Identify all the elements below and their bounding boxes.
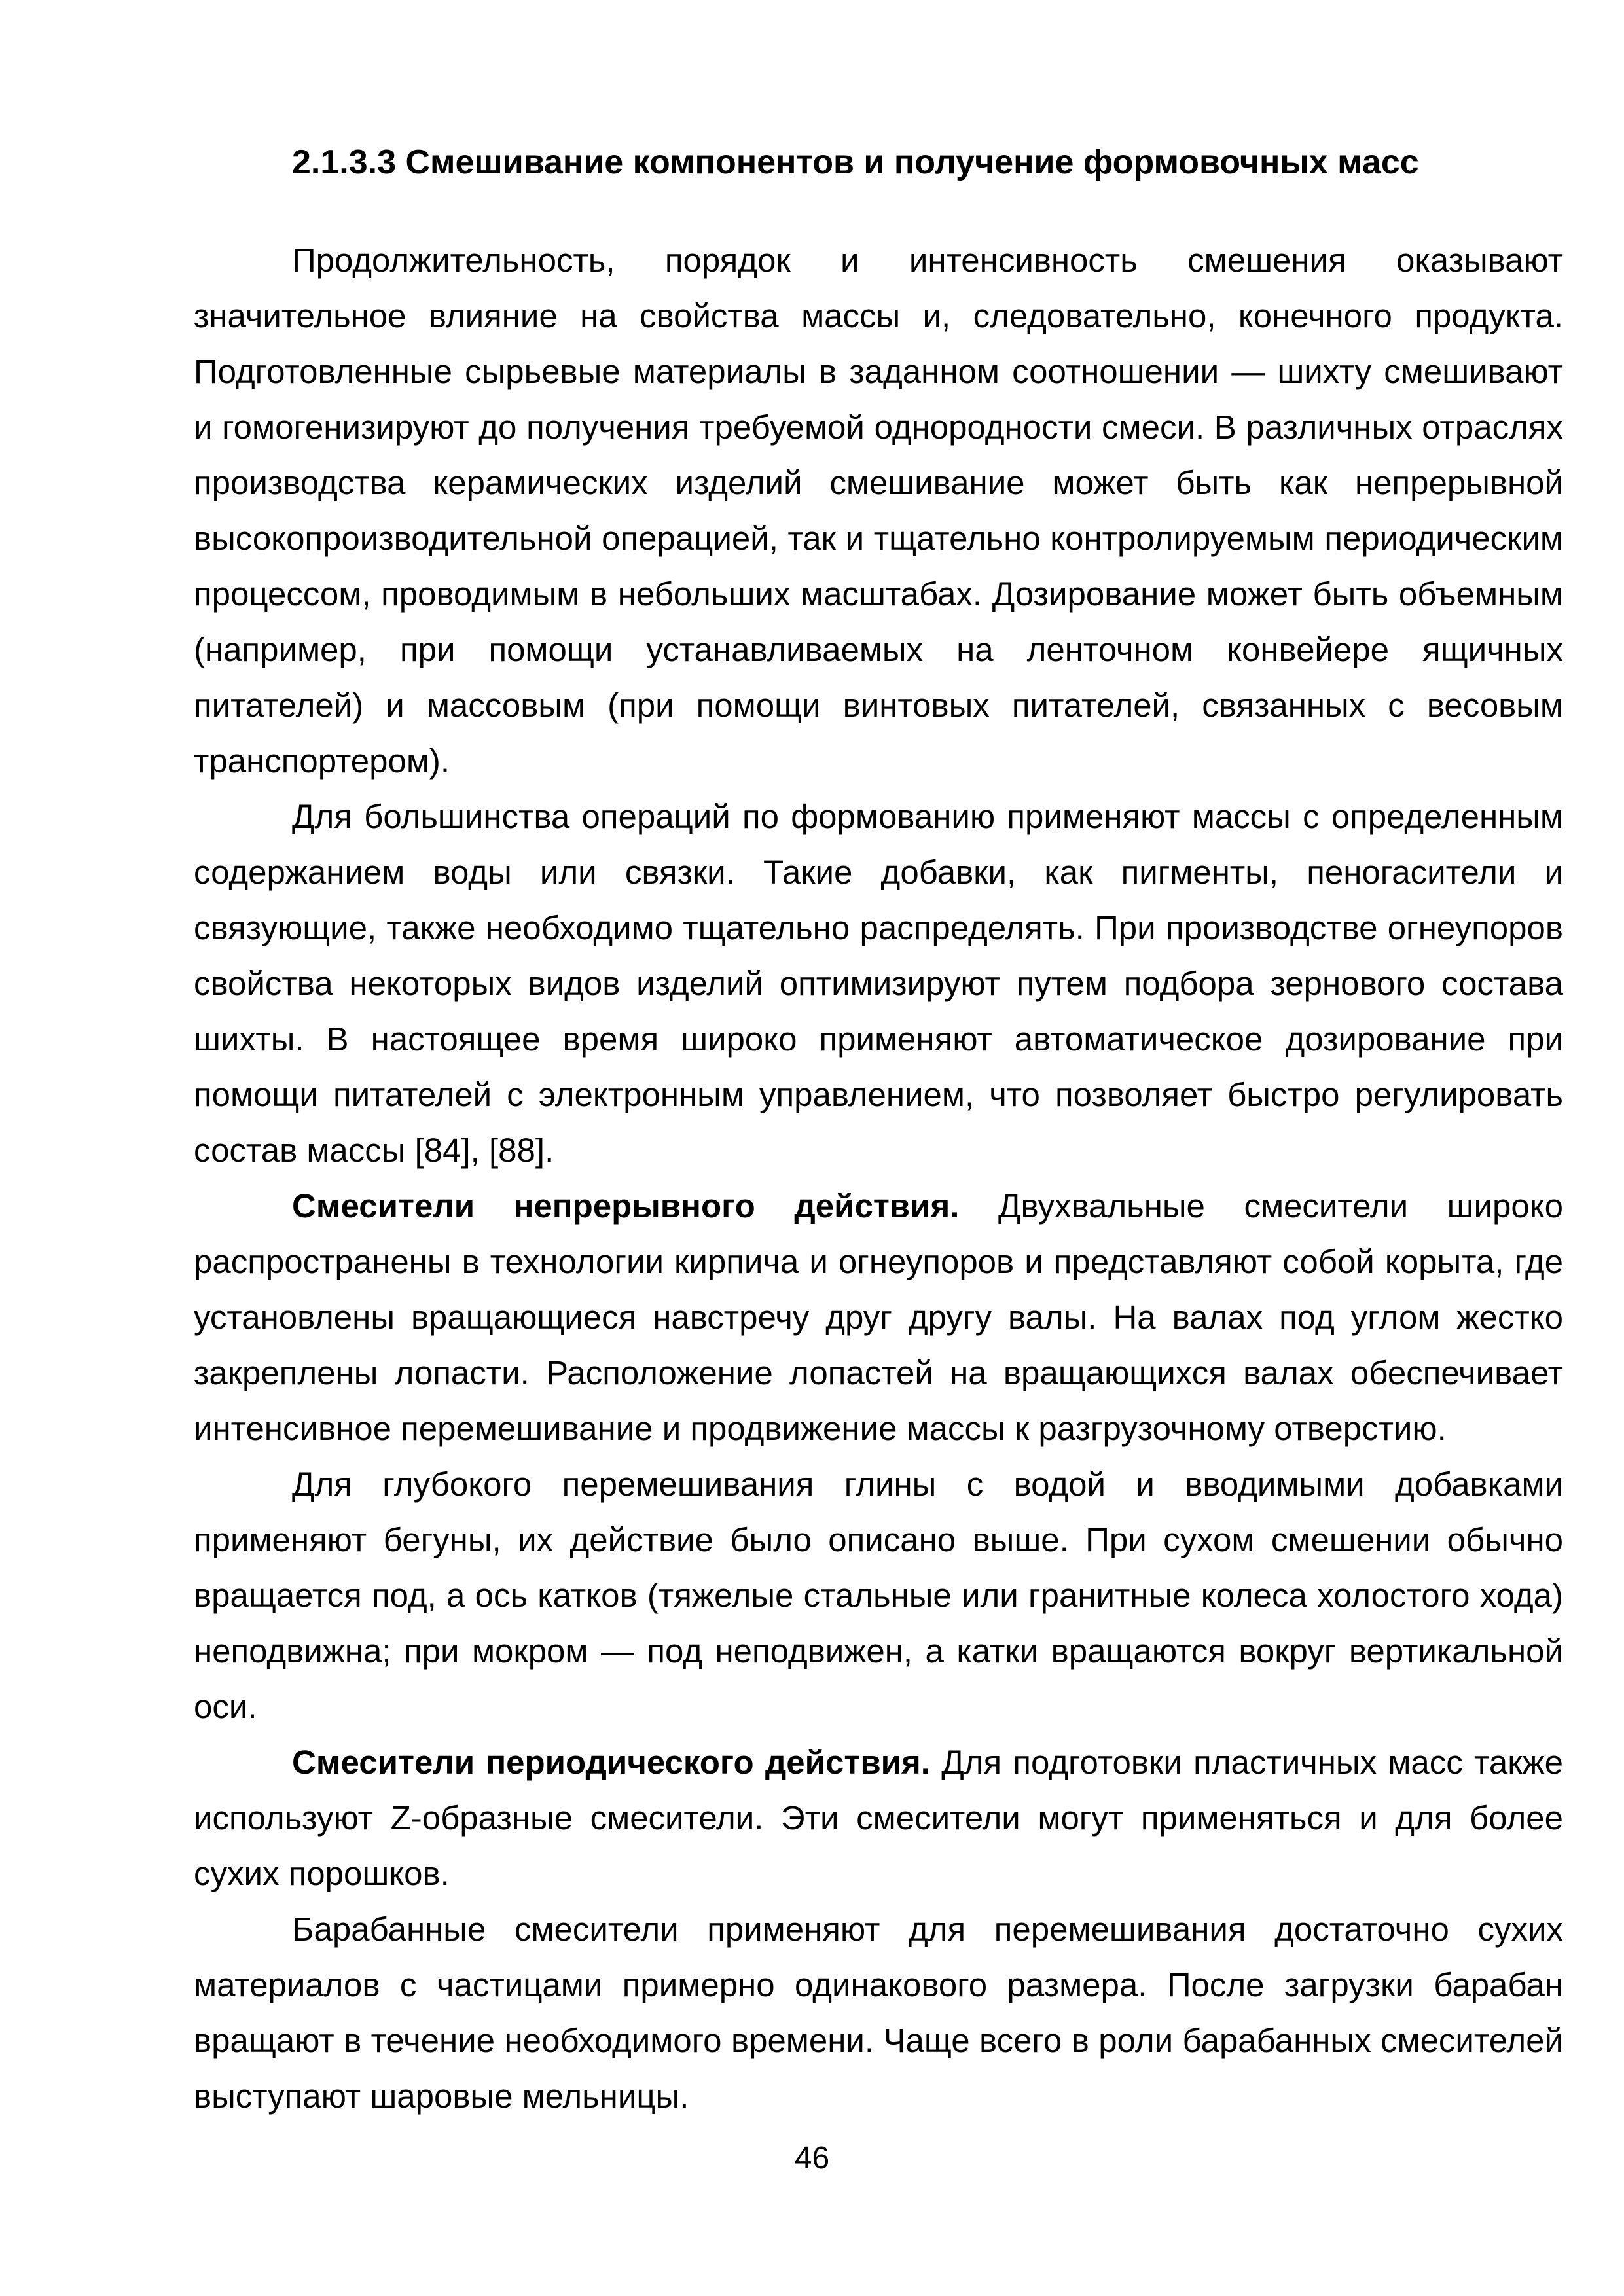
paragraph-1 [194, 232, 1563, 789]
body-text [194, 232, 1563, 2124]
paragraph-4 [194, 1456, 1563, 1734]
paragraph-6 [194, 1901, 1563, 2124]
paragraph-3-text: Двухвальные смесители широко распространены в технологии кирпича и огнеупоров и представляют собой корыта, где установлены вращающиеся навстречу друг другу валы. На валах под углом жестко закреплены лопасти. Расположение лопастей на вращающихся валах обеспечивает интенсивное перемешивание и продвижение массы к разгрузочному отверстию. [194, 1187, 1564, 1447]
paragraph-1-text: Продолжительность, порядок и интенсивность смешения оказывают значительное влияние на свойства массы и, следовательно, конечного продукта. Подготовленные сырьевые материалы в заданном соотношении — шихту смешивают и гомогенизируют до получения требуемой однородности смеси. В различных отраслях производства керамических изделий смешивание может быть как непрерывной высокопроизводительной операцией, так и тщательно контролируемым периодическим процессом, проводимым в небольших масштабах. Дозирование может быть объемным (например, при помощи устанавливаемых на ленточном конвейере ящичных питателей) и массовым (при помощи винтовых питателей, связанных с весовым транспортером). [194, 242, 1563, 780]
paragraph-6-text: Барабанные смесители применяют для перемешивания достаточно сухих материалов с частицами примерно одинакового размера. После загрузки барабан вращают в течение необходимого времени. Чаще всего в роли барабанных смесителей выступают шаровые мельницы. [194, 1910, 1563, 2115]
paragraph-2-text: Для большинства операций по формованию применяют массы с определенным содержанием воды или связки. Такие добавки, как пигменты, пеногасители и связующие, также необходимо тщательно распределять. При производстве огнеупоров свойства некоторых видов изделий оптимизируют путем подбора зернового состава шихты. В настоящее время широко применяют автоматическое дозирование при помощи питателей с электронным управлением, что позволяет быстро регулировать состав массы [84], [88]. [194, 798, 1563, 1169]
page-number: 46 [794, 2141, 830, 2176]
paragraph-4-text: Для глубокого перемешивания глины с водой и вводимыми добавками применяют бегуны, их действие было описано выше. При сухом смешении обычно вращается под, а ось катков (тяжелые стальные или гранитные колеса холостого хода) неподвижна; при мокром — под неподвижен, а катки вращаются вокруг вертикальной оси. [194, 1465, 1563, 1725]
paragraph-3 [194, 1178, 1563, 1456]
section-heading: 2.1.3.3 Смешивание компонентов и получение формовочных масс [292, 143, 1419, 181]
page-content [194, 141, 1563, 2124]
paragraph-5-text: Для подготовки пластичных масс также используют Z-образные смесители. Эти смесители могут применяться и для более сухих порошков. [194, 1744, 1563, 1892]
paragraph-2 [194, 789, 1563, 1178]
paragraph-5 [194, 1734, 1563, 1901]
paragraph-3-run-in-heading: Смесители непрерывного действия. [292, 1187, 960, 1225]
paragraph-5-run-in-heading: Смесители периодического действия. [292, 1744, 930, 1781]
